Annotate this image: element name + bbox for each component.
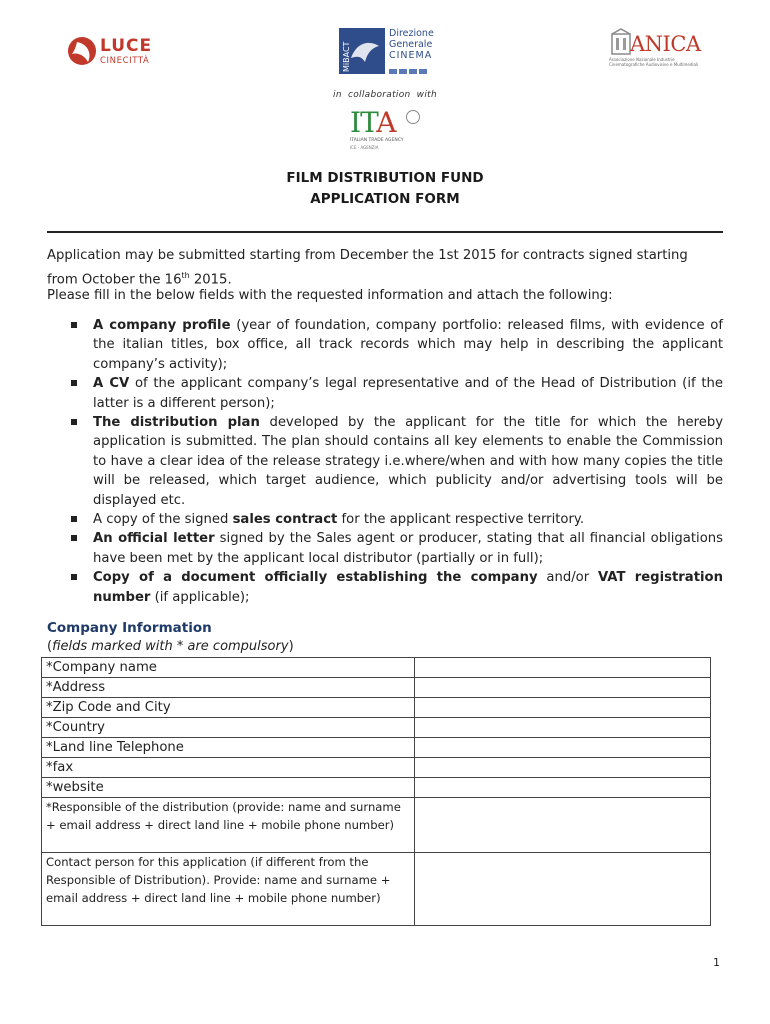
mibact-square xyxy=(419,69,427,74)
country-input[interactable] xyxy=(415,718,711,738)
address-input[interactable] xyxy=(415,678,711,698)
table-row xyxy=(42,778,711,798)
svg-text:MiBACT: MiBACT xyxy=(342,41,351,72)
collaboration-text: in collaboration with xyxy=(333,90,437,100)
table-row xyxy=(42,678,711,698)
bullet-icon xyxy=(71,535,77,541)
mibact-line3: CINEMA xyxy=(389,50,433,61)
mibact-square xyxy=(409,69,417,74)
list-item: A company profile (year of foundation, company portfolio: released films, with evidence of the italian titles, box office, all track records which may help in describing the applicant company’s activity); xyxy=(47,316,723,374)
field-label: *Address xyxy=(42,678,415,698)
zip-city-input[interactable] xyxy=(415,698,711,718)
table-row xyxy=(42,738,711,758)
contact-person-input[interactable] xyxy=(415,853,711,926)
company-info-heading: Company Information xyxy=(47,620,212,636)
fax-input[interactable] xyxy=(415,758,711,778)
ita-ring-icon xyxy=(406,110,420,124)
intro-line2: from October the 16th 2015. xyxy=(47,271,232,288)
mibact-square xyxy=(399,69,407,74)
company-name-input[interactable] xyxy=(415,658,711,678)
field-label: *website xyxy=(42,778,415,798)
ita-name: ITA xyxy=(350,106,396,139)
compulsory-note: (fields marked with * are compulsory) xyxy=(47,639,294,654)
list-item: A copy of the signed sales contract for the applicant respective territory. xyxy=(47,510,723,529)
intro-line3: Please fill in the below fields with the requested information and attach the following: xyxy=(47,288,613,303)
ita-sub: ITALIAN TRADE AGENCY xyxy=(350,138,404,143)
website-input[interactable] xyxy=(415,778,711,798)
list-item: The distribution plan developed by the applicant for the title for which the hereby application is submitted. The plan should contains all key elements to enable the Commission to have a clear idea of the release strategy i.e.where/when and with how many copies the title will be released, which target audience, which publicity and/or advertising tools will be displayed etc. xyxy=(47,413,723,510)
luce-mark-icon xyxy=(66,34,100,68)
mibact-square xyxy=(389,69,397,74)
intro-line1: Application may be submitted starting from December the 1st 2015 for contracts signed starting xyxy=(47,248,688,263)
luce-sub: CINECITTÀ xyxy=(100,56,150,66)
ita-logo xyxy=(350,108,422,152)
table-row xyxy=(42,798,711,853)
anica-logo xyxy=(608,28,708,72)
responsible-distribution-input[interactable] xyxy=(415,798,711,853)
list-item: A CV of the applicant company’s legal representative and of the Head of Distribution (if the latter is a different person); xyxy=(47,374,723,413)
table-row xyxy=(42,758,711,778)
list-item: Copy of a document officially establishing the company and/or VAT registration number (if applicable); xyxy=(47,568,723,607)
mibact-emblem xyxy=(339,28,385,74)
table-row xyxy=(42,853,711,926)
anica-sub: Associazione Nazionale Industrie Cinematografiche Audiovisive e Multimediali xyxy=(609,57,699,67)
anica-name: ANICA xyxy=(630,32,701,56)
page-number: 1 xyxy=(713,956,720,969)
bullet-icon xyxy=(71,322,77,328)
form-title-line1: FILM DISTRIBUTION FUND xyxy=(286,170,484,186)
attachment-list xyxy=(47,316,723,607)
mibact-line1: Direzione xyxy=(389,28,434,39)
field-label: Contact person for this application (if different from the Responsible of Distribution). Provide: name and surname + email address + direct land line + mobile phone number) xyxy=(42,853,415,926)
field-label: *Company name xyxy=(42,658,415,678)
mibact-line2: Generale xyxy=(389,39,433,50)
mibact-logo xyxy=(339,28,439,78)
title-divider xyxy=(47,231,723,233)
field-label: *Country xyxy=(42,718,415,738)
field-label: *Responsible of the distribution (provide: name and surname + email address + direct land line + mobile phone number) xyxy=(42,798,415,853)
bullet-icon xyxy=(71,574,77,580)
table-row xyxy=(42,698,711,718)
bullet-icon xyxy=(71,380,77,386)
bullet-icon xyxy=(71,419,77,425)
mibact-eagle-icon xyxy=(339,28,385,74)
field-label: *Land line Telephone xyxy=(42,738,415,758)
table-row xyxy=(42,718,711,738)
ita-sub2: ICE - AGENZIA xyxy=(350,145,379,150)
form-title-line2: APPLICATION FORM xyxy=(310,191,460,207)
field-label: *Zip Code and City xyxy=(42,698,415,718)
field-label: *fax xyxy=(42,758,415,778)
table-row xyxy=(42,658,711,678)
list-item: An official letter signed by the Sales agent or producer, stating that all financial obligations have been met by the applicant local distributor (partially or in full); xyxy=(47,529,723,568)
luce-name: LUCE xyxy=(100,36,153,56)
company-info-table xyxy=(41,657,711,926)
bullet-icon xyxy=(71,516,77,522)
luce-cinecitta-logo xyxy=(66,34,166,74)
telephone-input[interactable] xyxy=(415,738,711,758)
